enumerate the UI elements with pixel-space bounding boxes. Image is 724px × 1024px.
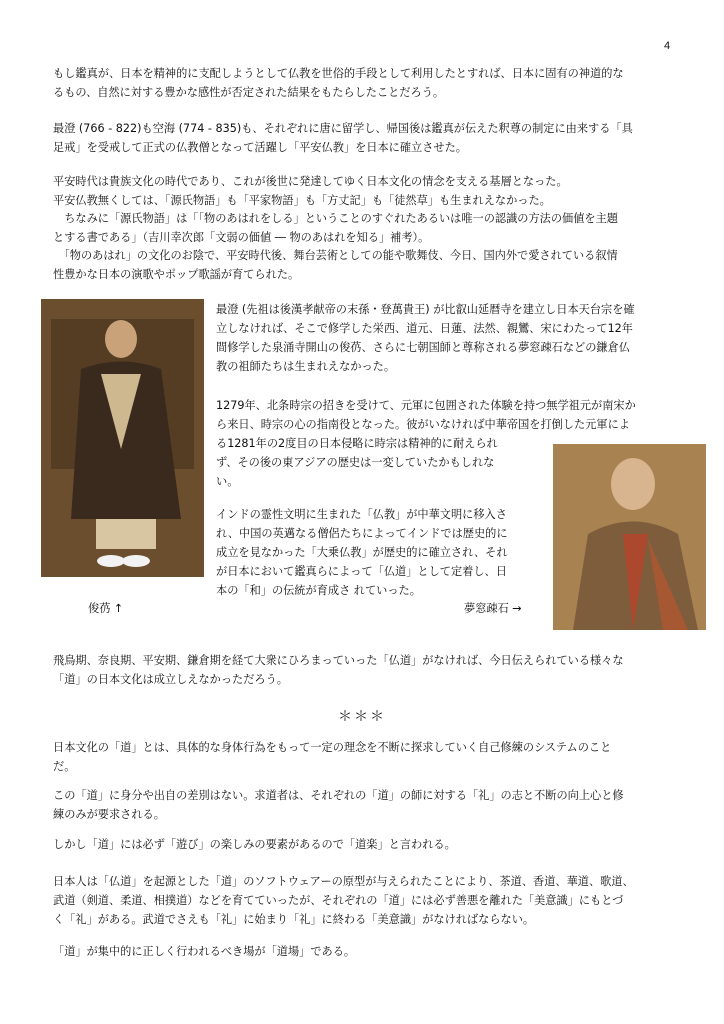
text-line: 「物のあはれ」の文化のお陰で、平安時代後、舞台芸術としての能や歌舞伎、今日、国内外で愛されている叙情 [53, 249, 618, 263]
text-line: 飛鳥期、奈良期、平安期、鎌倉期を経て大衆にひろまっていった「仏道」がなければ、今日伝えられている様々な [53, 654, 624, 667]
text-line: 「道」が集中的に正しく行われるべき場が「道場」である。 [53, 945, 356, 958]
text-line: この「道」に身分や出自の差別はない。求道者は、それぞれの「道」の師に対する「礼」の志と不断の向上心と修 [53, 789, 624, 802]
text-line: れ、中国の英邁なる僧侶たちによってインドでは歴史的に [216, 527, 508, 540]
text-line: 最澄 (先祖は後漢孝献帝の末孫・登萬貴王) が比叡山延暦寺を建立し日本天台宗を確 [216, 303, 635, 316]
paragraph-mahayana [216, 505, 536, 600]
text-line: 日本人は「仏道」を起源とした「道」のソフトウェアーの原型が与えられたことにより、茶道、香道、華道、歌道、 [53, 875, 634, 888]
text-line: とする書である」（吉川幸次郎「文弱の価値 ― 物のあはれを知る」補考）。 [53, 230, 430, 244]
text-line: 「道」の日本文化は成立しえなかっただろう。 [53, 673, 288, 686]
text-line: 最澄 (766 - 822)も空海 (774 - 835)も、それぞれに唐に留学し、帰国後は鑑真が伝えた釈尊の制定に由来する「具 [53, 122, 633, 135]
text-line: 武道（剣道、柔道、相撲道）などを育てていったが、それぞれの「道」には必ず善悪を離れた「美意識」にもとづ [53, 894, 624, 907]
text-line: 練のみが要求される。 [53, 808, 165, 821]
portrait-shunjo-image [41, 299, 204, 577]
paragraph-do-definition [53, 738, 679, 776]
text-line: が日本において鑑真らによって「仏道」として定着し、日 [216, 565, 507, 578]
text-line: 本の「和」の伝統が育成さ れていった。 [216, 584, 421, 597]
text-line: るもの、自然に対する豊かな感性が否定された結果をもたらしたことだろう。 [53, 86, 445, 99]
text-line: る1281年の2度目の日本侵略に時宗は精神的に耐えられ [216, 437, 498, 450]
paragraph-dojo [53, 942, 679, 961]
caption-shunjo: 俊芿 ↑ [88, 602, 124, 615]
text-line: ず、その後の東アジアの歴史は一変していたかもしれな [216, 456, 495, 469]
text-line: 足戒」を受戒して正式の仏教僧となって活躍し「平安仏教」を日本に確立させた。 [53, 141, 467, 154]
text-line: く「礼」がある。武道でさえも「礼」に始まり「礼」に終わる「美意識」がなければならない。 [53, 913, 535, 926]
caption-muso-soseki: 夢窓疎石 → [464, 602, 522, 615]
paragraph-do-arts [53, 872, 679, 929]
paragraph-ganjin [53, 64, 679, 102]
text-line: い。 [216, 475, 239, 488]
paragraph-heian [53, 173, 679, 285]
paragraph-butsudo [53, 651, 679, 689]
portrait-muso-soseki-image [553, 444, 706, 630]
text-line: ちなみに「源氏物語」は「「物のあはれをしる」ということのすぐれたあるいは唯一の認識の方法の価値を主題 [53, 212, 618, 226]
text-line: インドの霊性文明に生まれた「仏教」が中華文明に移入さ [216, 508, 507, 521]
text-line: 平安仏教無くしては、「源氏物語」も「平家物語」も「方丈記」も「徒然草」も生まれえなかった。 [53, 193, 551, 207]
text-line: 教の祖師たちは生まれえなかった。 [216, 360, 396, 373]
text-line: 立しなければ、そこで修学した栄西、道元、日蓮、法然、親鸞、宋にわたって12年 [216, 322, 633, 335]
text-line: だ。 [53, 760, 76, 773]
paragraph-doraku [53, 835, 679, 854]
text-line: 日本文化の「道」とは、具体的な身体行為をもって一定の理念を不断に探求していく自己修練のシステムのこと [53, 741, 612, 754]
text-line: 1279年、北条時宗の招きを受けて、元軍に包囲された体験を持つ無学祖元が南宋か [216, 399, 636, 412]
text-line: ら来日、時宗の心の指南役となった。彼がいなければ中華帝国を打倒した元軍によ [216, 418, 630, 431]
section-separator: ＊＊＊ [338, 709, 386, 725]
text-line: 平安時代は貴族文化の時代であり、これが後世に発達してゆく日本文化の情念を支える基層となった。 [53, 175, 568, 188]
text-line: 間修学した泉涌寺開山の俊芿、さらに七朝国師と尊称される夢窓疎石などの鎌倉仏 [216, 341, 630, 354]
text-line: しかし「道」には必ず「遊び」の楽しみの要素があるので「道楽」と言われる。 [53, 838, 456, 851]
text-line: もし鑑真が、日本を精神的に支配しようとして仏教を世俗的手段として利用したとすれば、日本に固有の神道的な [53, 67, 624, 80]
page-number: 4 [664, 40, 671, 52]
text-line: 成立を見なかった「大乗仏教」が歴史的に確立され、それ [216, 546, 508, 559]
paragraph-saicho-lineage [216, 300, 686, 376]
text-line: 性豊かな日本の演歌やポップ歌謡が育てられた。 [53, 267, 300, 281]
paragraph-saicho-kukai [53, 119, 679, 157]
paragraph-do-equality [53, 786, 679, 824]
